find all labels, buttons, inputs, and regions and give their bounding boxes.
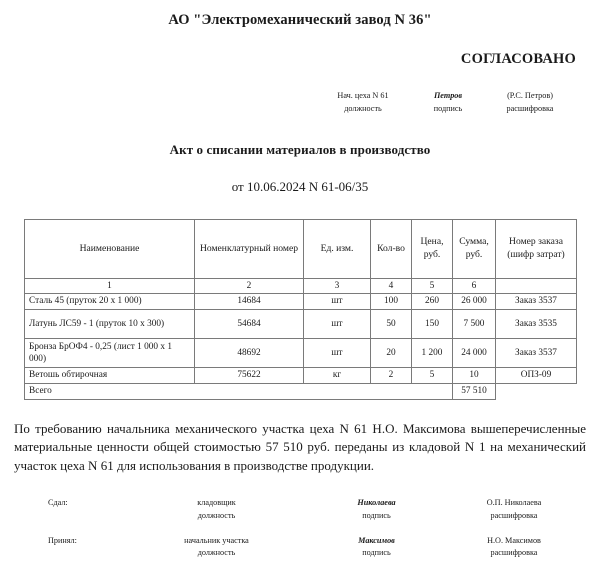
col-header-name: Наименование [25, 219, 195, 278]
cell-order: Заказ 3535 [496, 309, 577, 338]
approver-decoding-column [484, 90, 576, 115]
materials-table [24, 219, 577, 400]
cell-sum: 24 000 [453, 338, 496, 367]
handed-over-decoding: О.П. Николаева [486, 498, 542, 508]
table-header-row [25, 219, 577, 278]
cell-item-number: 75622 [195, 367, 304, 383]
cell-price: 260 [412, 293, 453, 309]
cell-unit: кг [304, 367, 371, 383]
approver-position-column [314, 90, 412, 115]
col-number-3: 3 [304, 278, 371, 293]
received-signature-caption: подпись [362, 548, 391, 558]
body-paragraph: По требованию начальника механического участка цеха N 61 Н.О. Максимова вышеперечисленные материальные ценности общей стоимостью 57 510 руб. переданы из кладовой N 1 на механический участок цеха N 61 для использования в производстве продукции. [14, 420, 586, 473]
handed-over-decoding-caption: расшифровка [490, 510, 538, 520]
col-header-unit: Ед. изм. [304, 219, 371, 278]
cell-item-number: 48692 [195, 338, 304, 367]
table-head [25, 219, 577, 293]
cell-name: Сталь 45 (пруток 20 х 1 000) [25, 293, 195, 309]
col-header-order: Номер заказа (шифр затрат) [496, 219, 577, 278]
handed-over-position: кладовщик [197, 498, 236, 508]
materials-table-container [0, 219, 600, 400]
handed-over-position-column [124, 497, 309, 522]
cell-quantity: 50 [371, 309, 412, 338]
handed-over-signature-column [309, 497, 444, 522]
col-header-quantity: Кол-во [371, 219, 412, 278]
cell-quantity: 100 [371, 293, 412, 309]
received-decoding-column [444, 535, 584, 560]
cell-unit: шт [304, 309, 371, 338]
organization-title: АО "Электромеханический завод N 36" [168, 12, 432, 28]
cell-price: 5 [412, 367, 453, 383]
handed-over-signature-caption: подпись [362, 510, 391, 520]
received-signature: Максимов [358, 535, 395, 545]
handed-over-signature: Николаева [357, 498, 396, 508]
received-position: начальник участка [184, 535, 249, 545]
col-header-sum: Сумма, руб. [453, 219, 496, 278]
cell-name: Ветошь обтирочная [25, 367, 195, 383]
received-position-column [124, 535, 309, 560]
approver-position: Нач. цеха N 61 [337, 91, 389, 101]
document-date-line: от 10.06.2024 N 61-06/35 [231, 178, 369, 194]
cell-sum: 10 [453, 367, 496, 383]
table-row [25, 367, 577, 383]
cell-price: 1 200 [412, 338, 453, 367]
col-number-4: 4 [371, 278, 412, 293]
col-number-6: 6 [453, 278, 496, 293]
total-empty-cell [496, 383, 577, 399]
total-sum: 57 510 [453, 383, 496, 399]
col-number-7 [496, 278, 577, 293]
table-row [25, 309, 577, 338]
cell-item-number: 14684 [195, 293, 304, 309]
approval-label: СОГЛАСОВАНО [460, 51, 576, 68]
cell-name: Латунь ЛС59 - 1 (пруток 10 х 300) [25, 309, 195, 338]
col-header-item-number: Номенклатурный номер [195, 219, 304, 278]
footer-signature-row-handed-over [14, 497, 586, 522]
handed-over-label: Сдал: [48, 498, 68, 508]
table-total-row [25, 383, 577, 399]
footer-signature-row-received [14, 535, 586, 560]
col-number-1: 1 [25, 278, 195, 293]
cell-price: 150 [412, 309, 453, 338]
table-row [25, 293, 577, 309]
col-number-5: 5 [412, 278, 453, 293]
total-label: Всего [25, 383, 453, 399]
cell-sum: 26 000 [453, 293, 496, 309]
col-number-2: 2 [195, 278, 304, 293]
cell-unit: шт [304, 293, 371, 309]
column-number-row [25, 278, 577, 293]
approver-signature: Петров [433, 91, 463, 101]
received-decoding: Н.О. Максимов [487, 535, 541, 545]
handed-over-decoding-column [444, 497, 584, 522]
cell-quantity: 20 [371, 338, 412, 367]
approver-decoding-caption: расшифровка [506, 104, 554, 114]
received-position-caption: должность [197, 548, 236, 558]
cell-unit: шт [304, 338, 371, 367]
cell-order: Заказ 3537 [496, 338, 577, 367]
approver-signature-caption: подпись [433, 104, 463, 114]
cell-item-number: 54684 [195, 309, 304, 338]
cell-quantity: 2 [371, 367, 412, 383]
cell-name: Бронза БрОФ4 - 0,25 (лист 1 000 х 1 000) [25, 338, 195, 367]
table-row [25, 338, 577, 367]
approver-signature-column [412, 90, 484, 115]
received-signature-column [309, 535, 444, 560]
received-decoding-caption: расшифровка [490, 548, 538, 558]
table-body [25, 293, 577, 399]
approver-decoding: (Р.С. Петров) [507, 91, 553, 101]
approver-signature-block [0, 90, 600, 115]
col-header-price: Цена, руб. [412, 219, 453, 278]
cell-order: ОПЗ-09 [496, 367, 577, 383]
footer-signature-block [0, 497, 600, 560]
document-title: Акт о списании материалов в производство [169, 141, 431, 157]
approver-position-caption: должность [344, 104, 382, 114]
received-label: Принял: [48, 535, 77, 545]
cell-sum: 7 500 [453, 309, 496, 338]
cell-order: Заказ 3537 [496, 293, 577, 309]
handed-over-position-caption: должность [197, 510, 236, 520]
